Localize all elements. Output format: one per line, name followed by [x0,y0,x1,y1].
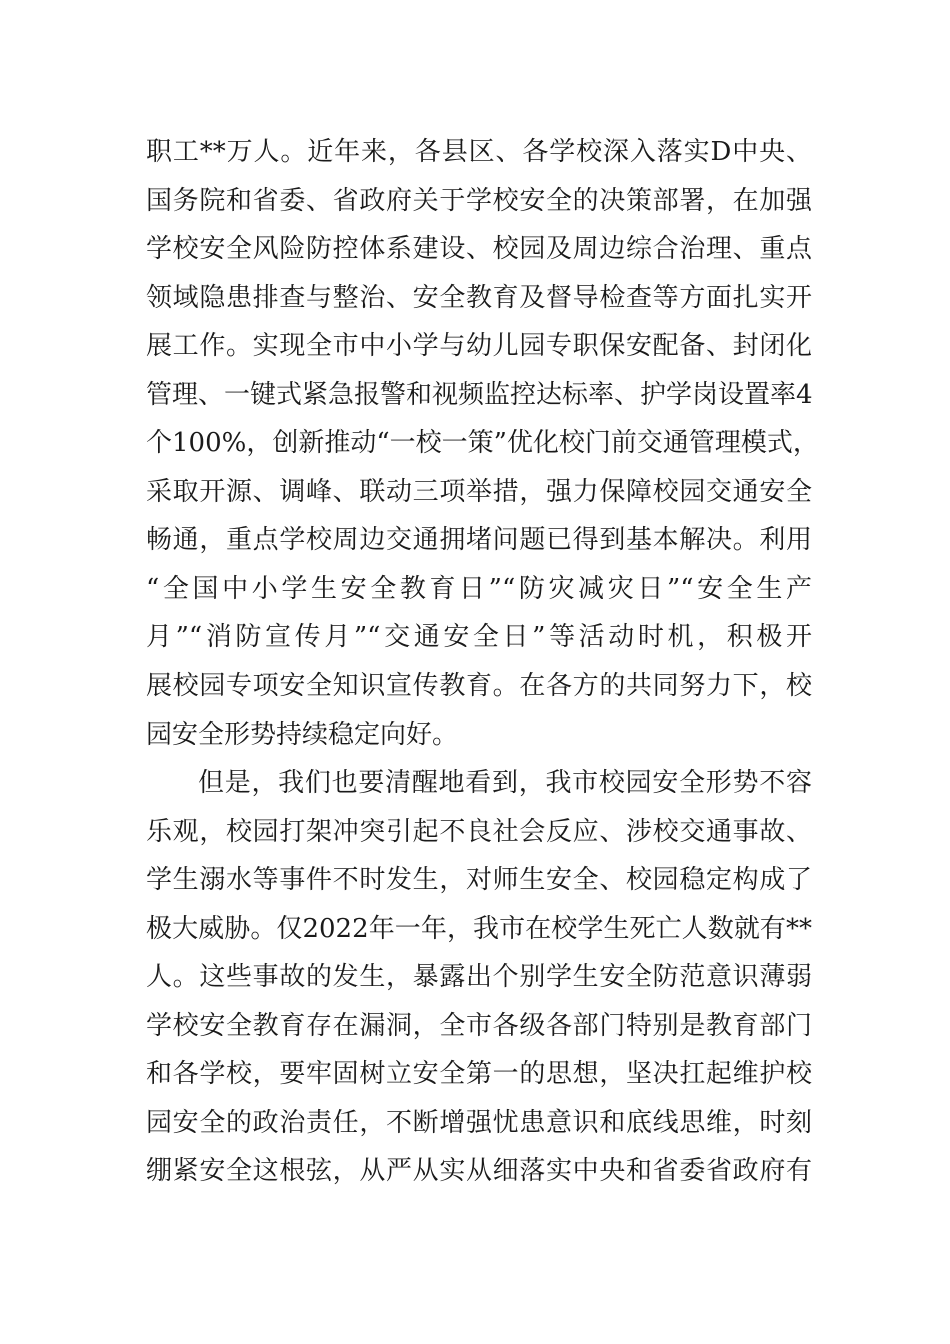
text-line: 月”“消防宣传月”“交通安全日”等活动时机，积极开 [146,622,812,653]
paragraph-2 [146,759,812,1196]
text-line: 畅通，重点学校周边交通拥堵问题已得到基本解决。利用 [146,525,812,556]
text-line: 领域隐患排查与整治、安全教育及督导检查等方面扎实开 [146,282,812,313]
text-line: 学校安全教育存在漏洞，全市各级各部门特别是教育部门 [146,1010,812,1041]
text-line: 职工**万人。近年来，各县区、各学校深入落实D中央、 [146,137,812,167]
text-line: 人。这些事故的发生，暴露出个别学生安全防范意识薄弱 [146,962,812,993]
text-line: 学生溺水等事件不时发生，对师生安全、校园稳定构成了 [146,865,812,896]
paragraph-1 [146,128,819,759]
text-line: 展工作。实现全市中小学与幼儿园专职保安配备、封闭化 [146,331,812,362]
text-line: 极大威胁。仅2022年一年，我市在校学生死亡人数就有** [146,913,812,944]
text-line: 园安全形势持续稳定向好。 [146,719,459,750]
text-line: 和各学校，要牢固树立安全第一的思想，坚决扛起维护校 [146,1059,812,1090]
text-line: 采取开源、调峰、联动三项举措，强力保障校园交通安全 [146,476,812,507]
text-line: 学校安全风险防控体系建设、校园及周边综合治理、重点 [146,234,812,265]
text-line: 绷紧安全这根弦，从严从实从细落实中央和省委省政府有 [146,1156,812,1187]
text-line: 个100%，创新推动“一校一策”优化校门前交通管理模式， [146,428,819,459]
text-line: 展校园专项安全知识宣传教育。在各方的共同努力下，校 [146,671,812,702]
text-line: 国务院和省委、省政府关于学校安全的决策部署，在加强 [146,185,812,216]
text-line: 园安全的政治责任，不断增强忧患意识和底线思维，时刻 [146,1107,812,1138]
text-line: 管理、一键式紧急报警和视频监控达标率、护学岗设置率4 [146,379,813,410]
document-body [146,128,819,1196]
text-line: 乐观，校园打架冲突引起不良社会反应、涉校交通事故、 [146,816,812,847]
text-line: “全国中小学生安全教育日”“防灾减灾日”“安全生产 [146,573,812,604]
text-line: 但是，我们也要清醒地看到，我市校园安全形势不容 [198,768,812,799]
